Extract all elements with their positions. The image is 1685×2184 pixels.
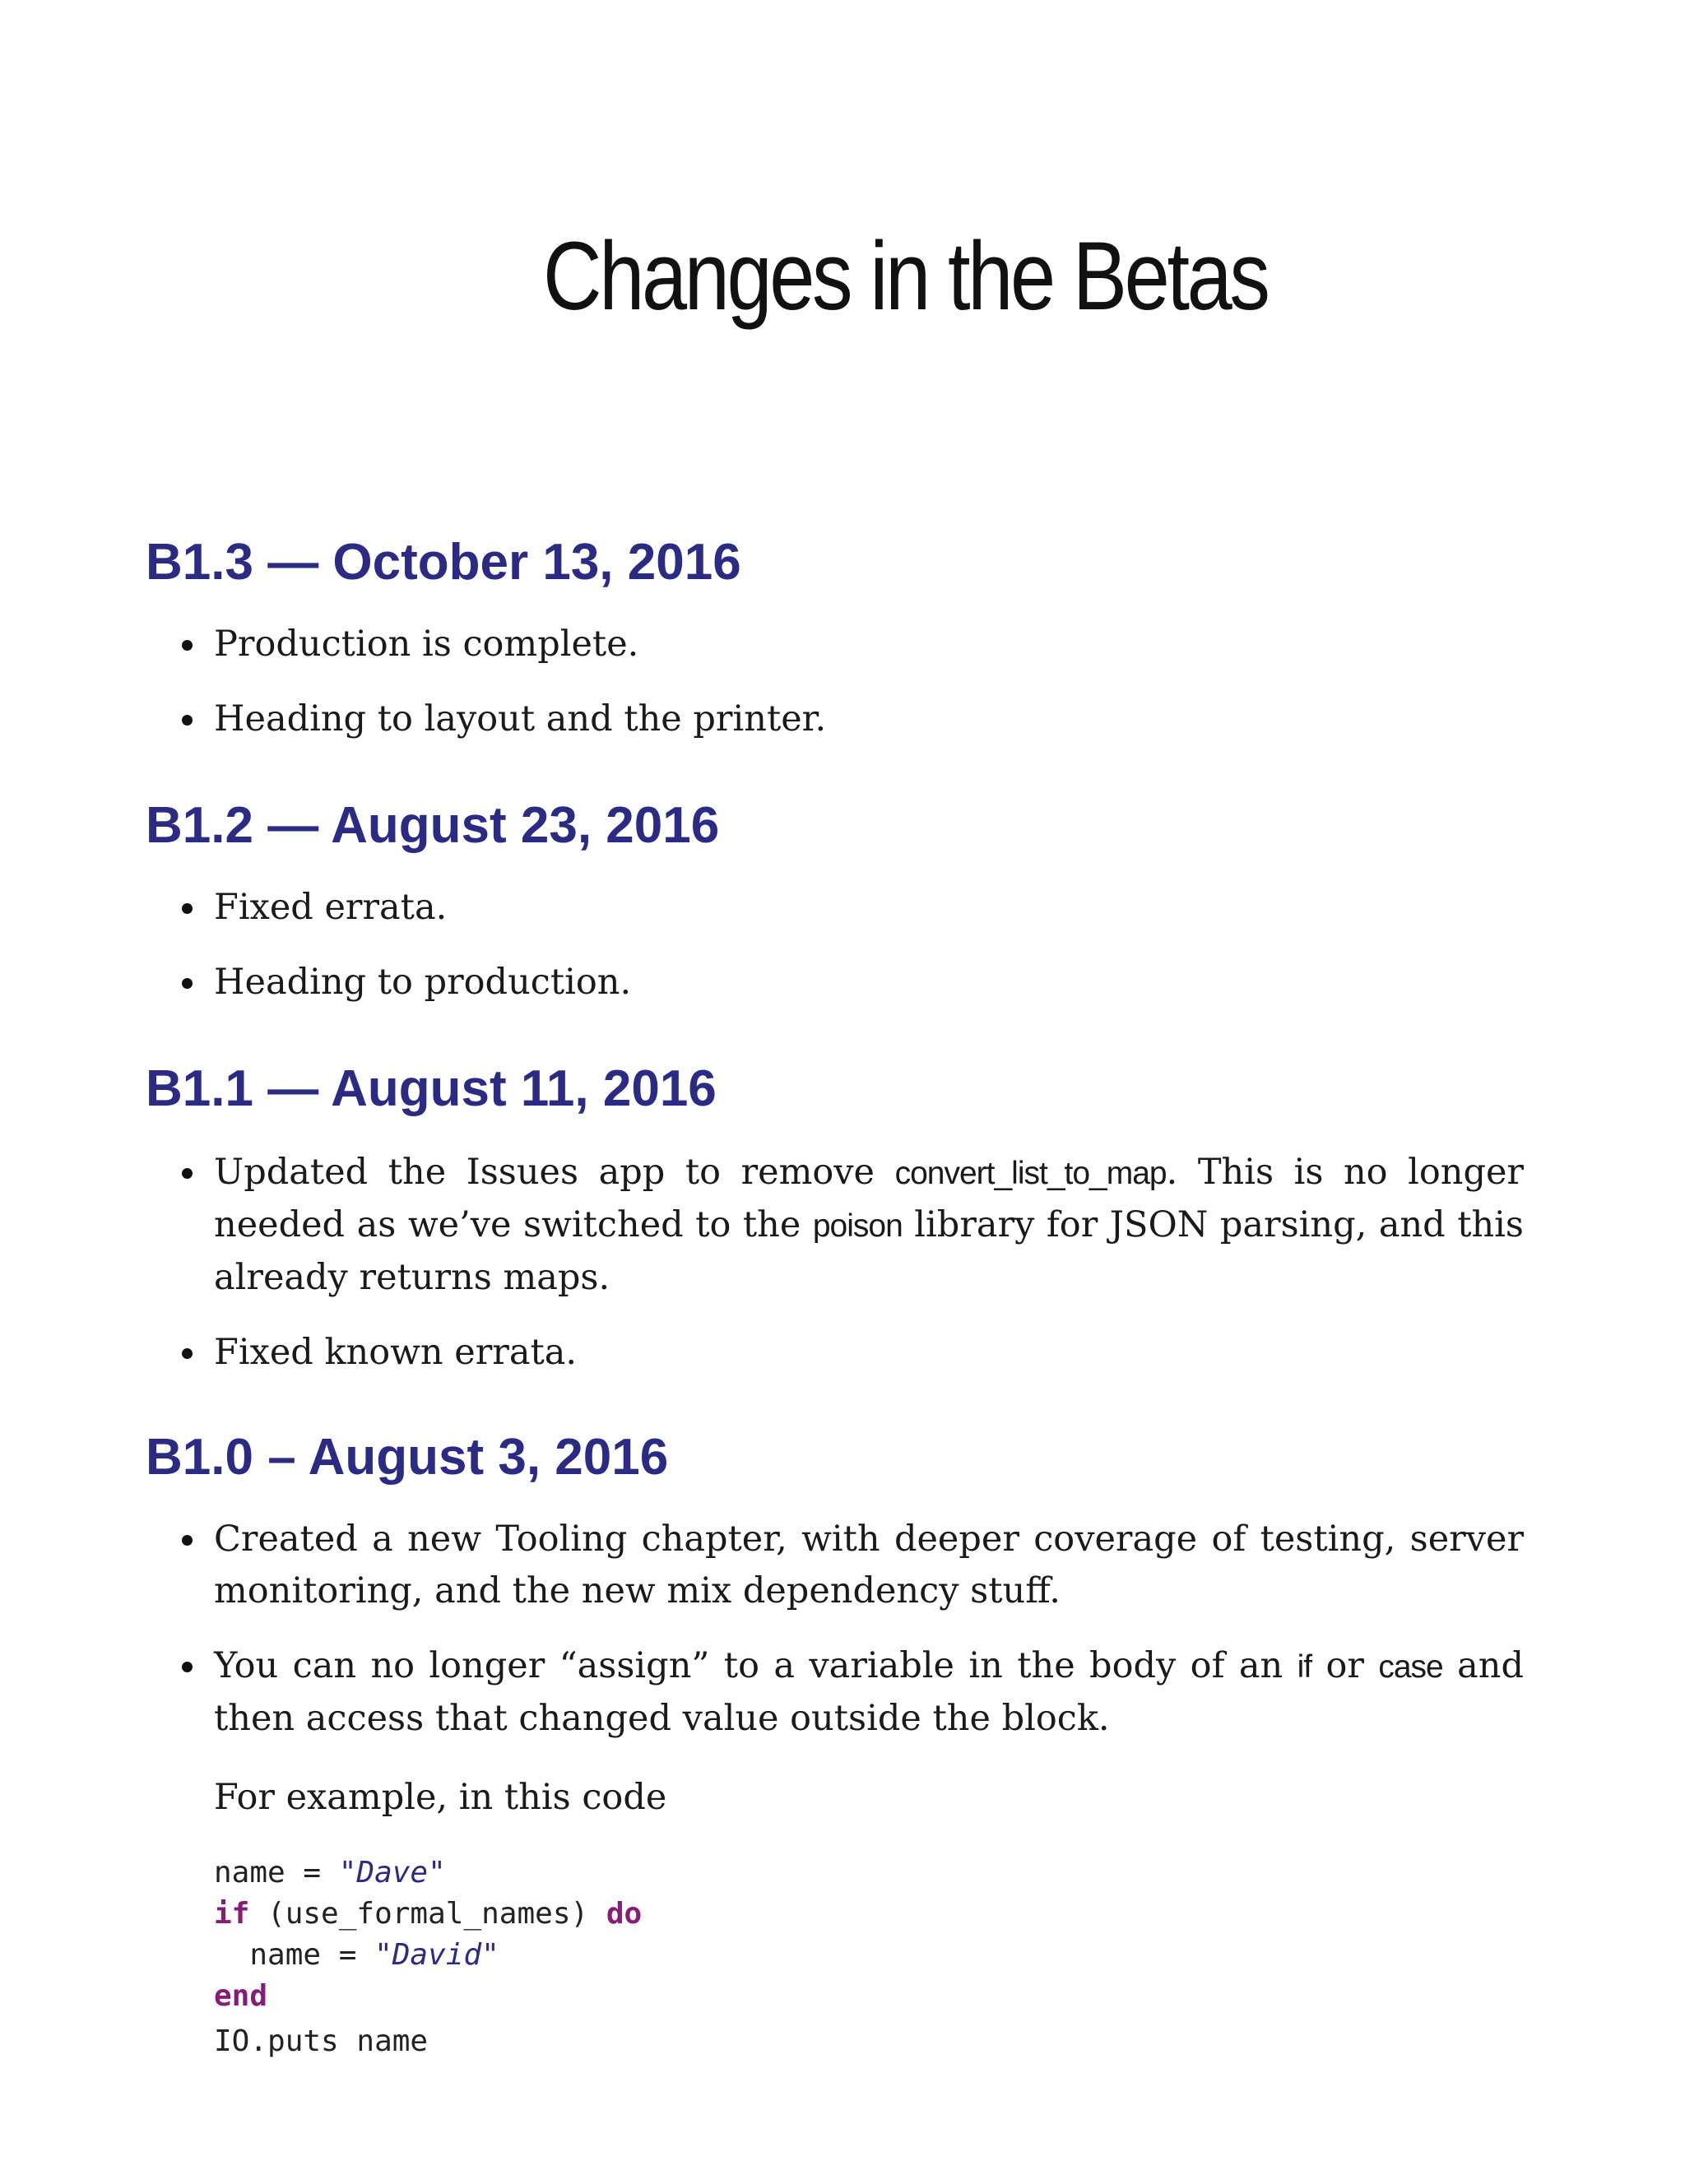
list-item-text: . This is no longer needed as we’ve switched to the bbox=[214, 1152, 1524, 1245]
inline-code: convert_list_to_map bbox=[894, 1156, 1167, 1191]
code-keyword: do bbox=[606, 1897, 643, 1931]
list-item: Fixed known errata. bbox=[214, 1327, 1524, 1379]
section-heading-b1-0: B1.0 – August 3, 2016 bbox=[146, 1429, 669, 1486]
code-keyword: if bbox=[214, 1897, 250, 1931]
list-item: Fixed errata. bbox=[214, 882, 1524, 934]
code-text: name = bbox=[214, 1938, 375, 1972]
section-list-b1-1 bbox=[214, 1147, 1524, 1402]
code-text: IO.puts name bbox=[214, 2024, 429, 2058]
section-list-b1-0 bbox=[214, 1514, 1524, 1768]
list-item: Created a new Tooling chapter, with deeper coverage of testing, server monitoring, and the new mix dependency stuff. bbox=[214, 1514, 1524, 1617]
list-item bbox=[214, 1640, 1524, 1745]
section-heading-b1-2: B1.2 — August 23, 2016 bbox=[146, 797, 720, 854]
example-intro: For example, in this code bbox=[214, 1777, 667, 1818]
code-text: name = bbox=[214, 1856, 339, 1890]
code-block bbox=[214, 1852, 642, 2017]
section-list-b1-3 bbox=[214, 619, 1524, 768]
section-heading-b1-1: B1.1 — August 11, 2016 bbox=[146, 1060, 717, 1117]
section-heading-b1-3: B1.3 — October 13, 2016 bbox=[146, 534, 741, 591]
list-item-text: Updated the Issues app to remove bbox=[214, 1152, 895, 1193]
list-item: Production is complete. bbox=[214, 619, 1524, 670]
section-list-b1-2 bbox=[214, 882, 1524, 1032]
inline-code: poison bbox=[812, 1208, 903, 1244]
list-item: Heading to production. bbox=[214, 957, 1524, 1009]
list-item-text: You can no longer “assign” to a variable in the body of an bbox=[214, 1645, 1297, 1686]
list-item-text: or bbox=[1311, 1645, 1379, 1686]
code-text: (use_formal_names) bbox=[249, 1897, 606, 1931]
code-string: "David" bbox=[374, 1938, 499, 1972]
list-item bbox=[214, 1147, 1524, 1304]
page-title: Changes in the Betas bbox=[543, 222, 1268, 331]
list-item-text: library for JSON parsing, and this already returns maps. bbox=[214, 1204, 1524, 1298]
code-block-output bbox=[214, 2021, 428, 2062]
list-item-text: and then access that changed value outside the block. bbox=[214, 1645, 1525, 1739]
inline-code: if bbox=[1297, 1649, 1312, 1685]
list-item: Heading to layout and the printer. bbox=[214, 693, 1524, 745]
code-keyword: end bbox=[214, 1979, 268, 2013]
code-string: "Dave" bbox=[338, 1856, 446, 1890]
inline-code: case bbox=[1378, 1649, 1443, 1685]
